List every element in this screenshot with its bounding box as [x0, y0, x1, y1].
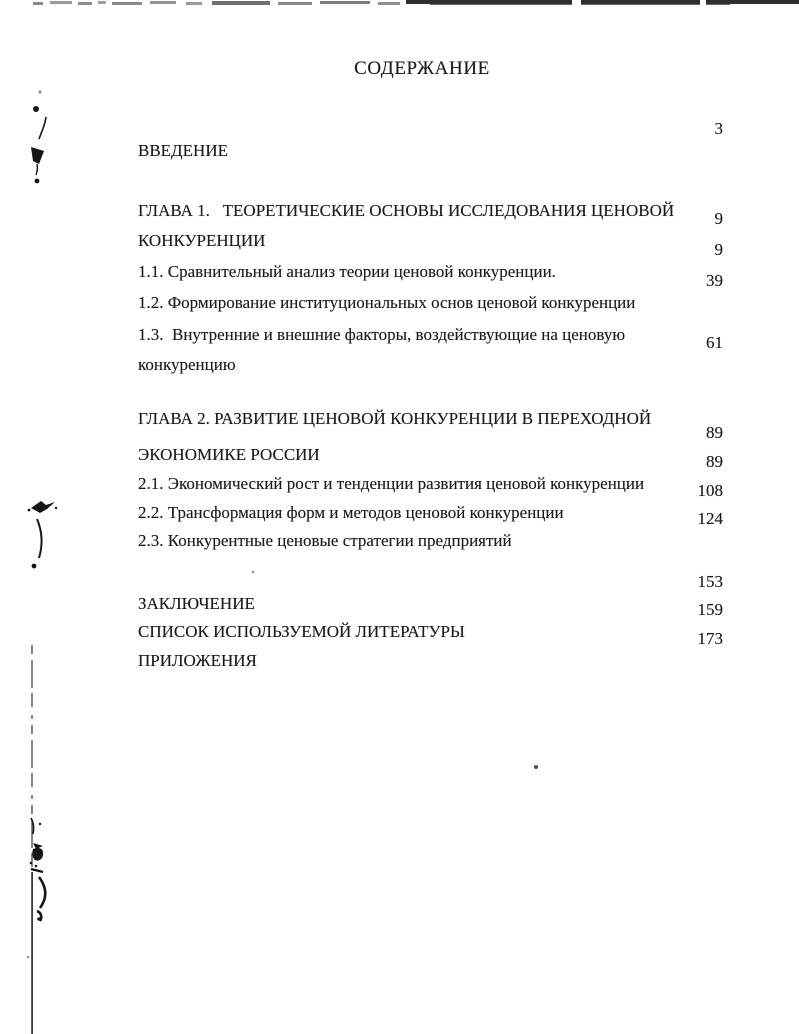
toc-entry-label: 2.3. Конкурентные ценовые стратегии предприятий — [138, 531, 512, 550]
toc-entry-chapter1-line1 — [121, 178, 723, 220]
toc-entry-page: 3 — [714, 119, 723, 138]
toc-entry-page: 9 — [714, 209, 723, 228]
toc-entry-page: 159 — [697, 600, 723, 619]
toc-entry-label: СПИСОК ИСПОЛЬЗУЕМОЙ ЛИТЕРАТУРЫ — [138, 622, 465, 641]
toc-entry-label: КОНКУРЕНЦИИ — [138, 231, 266, 250]
toc-entry-label: 2.1. Экономический рост и тенденции развития ценовой конкуренции — [138, 474, 645, 493]
toc-entry-page: 9 — [714, 240, 723, 259]
toc-entry-chapter1-line2 — [121, 208, 723, 250]
toc-entry-chapter2-line1 — [121, 386, 723, 428]
toc-entry-page: 124 — [697, 509, 723, 528]
ink-mark-top-left — [31, 106, 46, 183]
toc-entry-label: ПРИЛОЖЕНИЯ — [138, 651, 257, 670]
toc-entry-label: 1.3. Внутренние и внешние факторы, воздействующие на ценовую — [138, 325, 626, 344]
toc-entry-label: 1.2. Формирование институциональных основ ценовой конкуренции — [138, 293, 636, 312]
speck-top-left — [39, 91, 42, 94]
ink-mark-mid-left — [28, 501, 58, 568]
toc-entry-label: ЗАКЛЮЧЕНИЕ — [138, 594, 255, 613]
speck-bottom-left — [27, 956, 30, 959]
toc-entry-chapter2-line2 — [121, 422, 723, 464]
page-title: СОДЕРЖАНИЕ — [354, 58, 490, 79]
toc-entry-label: ЭКОНОМИКЕ РОССИИ — [138, 445, 320, 464]
toc-entry-page: 153 — [697, 572, 723, 591]
toc-entry-appendices — [121, 628, 723, 670]
toc-entry-page: 61 — [706, 333, 723, 352]
binding-line — [31, 645, 33, 1034]
toc-entry-label: 1.1. Сравнительный анализ теории ценовой конкуренции. — [138, 262, 556, 281]
toc-entry-section-2-3 — [121, 508, 723, 550]
toc-entry-page: 108 — [697, 481, 723, 500]
toc-entry-label: ВВЕДЕНИЕ — [138, 141, 228, 160]
toc-entry-page: 39 — [706, 271, 723, 290]
toc-entry-label: ГЛАВА 1. ТЕОРЕТИЧЕСКИЕ ОСНОВЫ ИССЛЕДОВАНИЯ ЦЕНОВОЙ — [138, 201, 675, 220]
toc-entry-label: конкуренцию — [138, 355, 236, 374]
toc-entry-page: 173 — [697, 629, 723, 648]
speck-lower-middle — [534, 765, 538, 769]
toc-entry-label: 2.2. Трансформация форм и методов ценовой конкуренции — [138, 503, 564, 522]
toc-entry-section-1-3-line2 — [121, 332, 723, 374]
toc-entry-label: ГЛАВА 2. РАЗВИТИЕ ЦЕНОВОЙ КОНКУРЕНЦИИ В ПЕРЕХОДНОЙ — [138, 409, 652, 428]
ink-mark-bottom-left — [30, 818, 46, 921]
toc-entry-page: 89 — [706, 452, 723, 471]
toc-entry-section-1-2 — [121, 270, 723, 312]
top-edge-smudge — [33, 0, 799, 6]
toc-entry-introduction — [121, 118, 723, 160]
toc-entry-page: 89 — [706, 423, 723, 442]
